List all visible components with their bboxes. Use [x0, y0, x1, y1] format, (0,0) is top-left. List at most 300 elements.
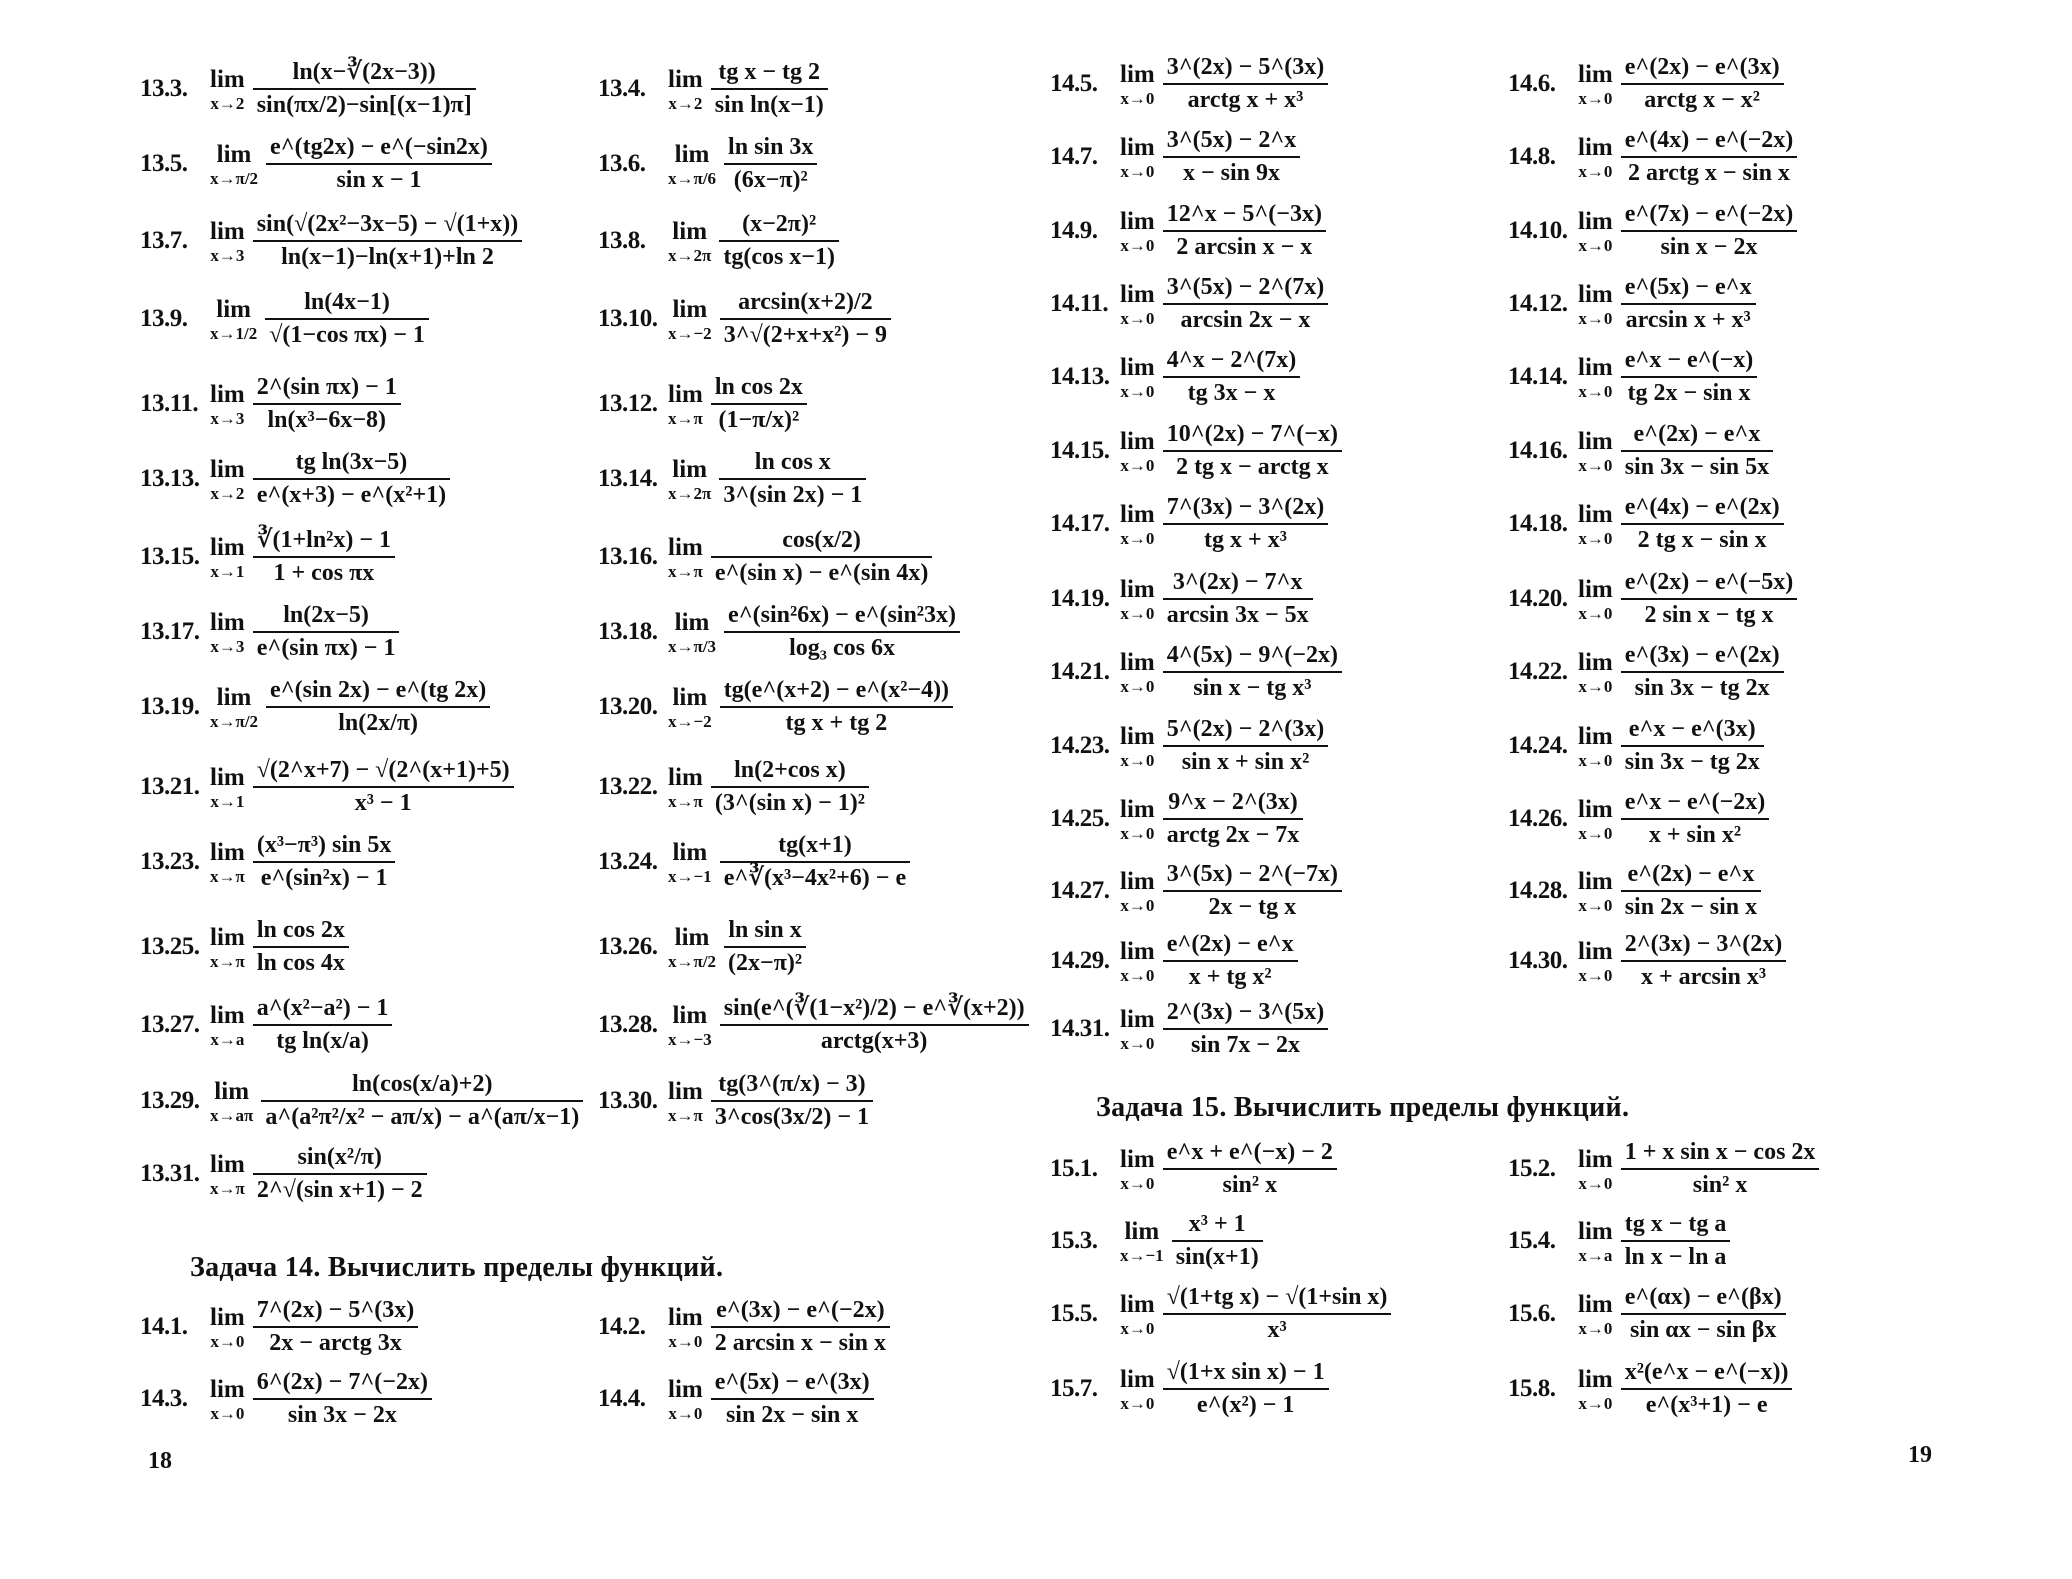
problem-number: 14.27.: [1050, 877, 1110, 905]
problem-number: 14.10.: [1508, 217, 1568, 245]
numerator: e^(5x) − e^(3x): [714, 1369, 870, 1395]
problem-14-24: [1508, 717, 1764, 775]
problem-13-20: [598, 678, 953, 736]
numerator: x³ + 1: [1188, 1211, 1246, 1237]
problem-number: 15.5.: [1050, 1300, 1098, 1328]
problem-number: 13.12.: [598, 390, 658, 418]
denominator: arcsin 3x − 5x: [1166, 602, 1309, 629]
limit: lim x→0: [668, 1303, 703, 1351]
limit-subscript: x→1: [210, 791, 245, 811]
denominator: 3^cos(3x/2) − 1: [714, 1104, 870, 1131]
numerator: e^(5x) − e^x: [1624, 274, 1752, 300]
problem-14-13: [1050, 348, 1300, 406]
limit-subscript: x→0: [1120, 750, 1155, 770]
limit: lim x→0: [1578, 207, 1613, 255]
numerator: e^(2x) − e^x: [1627, 861, 1755, 887]
numerator: tg(e^(x+2) − e^(x²−4)): [723, 677, 950, 703]
denominator: ln(x−1)−ln(x+1)+ln 2: [281, 244, 494, 271]
problem-13-6: [598, 135, 817, 193]
limit-subscript: x→π: [668, 791, 703, 811]
denominator: 2 tg x − arctg x: [1176, 454, 1329, 481]
numerator: ln(2+cos x): [734, 757, 846, 783]
fraction: [720, 996, 1029, 1054]
problem-number: 13.27.: [140, 1011, 200, 1039]
numerator: tg x − tg 2: [718, 59, 821, 85]
limit-subscript: x→0: [1578, 88, 1613, 108]
fraction: [1621, 1140, 1820, 1198]
denominator: (3^(sin x) − 1)²: [714, 790, 865, 817]
limit: lim x→0: [1578, 353, 1613, 401]
fraction: [711, 60, 828, 118]
numerator: e^x − e^(−2x): [1624, 789, 1766, 815]
problem-14-27: [1050, 862, 1342, 920]
fraction: [1163, 1140, 1337, 1198]
numerator: e^(tg2x) − e^(−sin2x): [270, 134, 488, 160]
limit-subscript: x→0: [210, 1331, 245, 1351]
problem-number: 14.12.: [1508, 290, 1568, 318]
problem-number: 13.17.: [140, 618, 200, 646]
fraction: [711, 375, 807, 433]
problem-15-8: [1508, 1360, 1792, 1418]
limit: lim x→1: [210, 533, 245, 581]
fraction: [1163, 932, 1298, 990]
denominator: (2x−π)²: [728, 950, 803, 977]
problem-14-2: [598, 1298, 890, 1356]
denominator: x³: [1267, 1317, 1287, 1344]
denominator: tg 2x − sin x: [1627, 380, 1751, 407]
problem-13-28: [598, 996, 1029, 1054]
fraction: [711, 528, 933, 586]
fraction: [1621, 790, 1770, 848]
problem-number: 13.21.: [140, 773, 200, 801]
limit-subscript: x→0: [1120, 1318, 1155, 1338]
fraction: [1163, 790, 1304, 848]
fraction: [724, 135, 817, 193]
numerator: tg(3^(π/x) − 3): [718, 1071, 866, 1097]
limit-subscript: x→0: [1578, 603, 1613, 623]
limit-subscript: x→3: [210, 636, 245, 656]
limit: lim x→0: [1120, 575, 1155, 623]
problem-15-2: [1508, 1140, 1819, 1198]
fraction: [253, 60, 476, 118]
limit: lim x→a: [210, 1001, 245, 1049]
limit: lim x→0: [1120, 648, 1155, 696]
limit: lim x→π/6: [668, 140, 717, 188]
limit-subscript: x→0: [1120, 235, 1155, 255]
fraction: [265, 290, 429, 348]
limit-subscript: x→0: [1120, 676, 1155, 696]
fraction: [253, 603, 400, 661]
numerator: 3^(5x) − 2^(7x): [1166, 274, 1325, 300]
fraction: [1621, 1285, 1786, 1343]
problem-number: 14.26.: [1508, 805, 1568, 833]
fraction: [720, 678, 953, 736]
fraction: [1621, 128, 1798, 186]
fraction: [719, 450, 866, 508]
limit-subscript: x→π/2: [210, 711, 259, 731]
problem-number: 15.7.: [1050, 1375, 1098, 1403]
limit: lim x→0: [1120, 1145, 1155, 1193]
fraction: [253, 528, 395, 586]
denominator: 2x − arctg 3x: [269, 1330, 402, 1357]
limit-subscript: x→a: [1578, 1245, 1613, 1265]
problem-14-7: [1050, 128, 1300, 186]
fraction: [1621, 495, 1784, 553]
fraction: [253, 1370, 432, 1428]
denominator: ln cos 4x: [256, 950, 345, 977]
fraction: [719, 212, 839, 270]
denominator: 2 sin x − tg x: [1644, 602, 1774, 629]
fraction: [1163, 643, 1342, 701]
limit: lim x→0: [668, 1375, 703, 1423]
limit: lim x→−3: [668, 1001, 712, 1049]
limit: lim x→0: [210, 1375, 245, 1423]
denominator: 2 tg x − sin x: [1637, 527, 1767, 554]
limit-subscript: x→π: [668, 1105, 703, 1125]
numerator: √(2^x+7) − √(2^(x+1)+5): [256, 757, 510, 783]
limit-subscript: x→0: [1578, 1318, 1613, 1338]
problem-13-11: [140, 375, 401, 433]
numerator: e^(sin²6x) − e^(sin²3x): [728, 602, 956, 628]
limit: lim x→0: [1120, 427, 1155, 475]
numerator: 7^(3x) − 3^(2x): [1166, 494, 1325, 520]
limit: lim x→0: [1120, 500, 1155, 548]
fraction: [724, 603, 960, 661]
problem-14-26: [1508, 790, 1769, 848]
numerator: sin(x²/π): [297, 1144, 382, 1170]
limit-subscript: x→−1: [1120, 1245, 1164, 1265]
denominator: tg 3x − x: [1187, 380, 1276, 407]
denominator: arcsin 2x − x: [1180, 307, 1311, 334]
limit: lim x→π: [210, 923, 245, 971]
denominator: e^(sin x) − e^(sin 4x): [714, 560, 929, 587]
numerator: 4^(5x) − 9^(−2x): [1166, 642, 1338, 668]
denominator: (1−π/x)²: [718, 407, 800, 434]
denominator: x + sin x²: [1648, 822, 1742, 849]
limit: lim x→2π: [668, 455, 712, 503]
problem-number: 13.13.: [140, 465, 200, 493]
fraction: [1163, 202, 1326, 260]
problem-number: 14.19.: [1050, 585, 1110, 613]
denominator: tg(cos x−1): [723, 244, 835, 271]
denominator: sin x + sin x²: [1181, 749, 1310, 776]
limit-subscript: x→1: [210, 561, 245, 581]
denominator: sin(x+1): [1175, 1244, 1259, 1271]
limit-subscript: x→0: [1120, 965, 1155, 985]
numerator: 3^(5x) − 2^x: [1166, 127, 1297, 153]
problem-number: 14.16.: [1508, 437, 1568, 465]
problem-15-4: [1508, 1212, 1730, 1270]
limit-subscript: x→0: [210, 1403, 245, 1423]
limit: lim x→π: [668, 763, 703, 811]
problem-15-6: [1508, 1285, 1786, 1343]
fraction: [1621, 348, 1758, 406]
numerator: 6^(2x) − 7^(−2x): [256, 1369, 428, 1395]
limit: lim x→0: [1578, 500, 1613, 548]
problem-13-18: [598, 603, 960, 661]
problem-number: 13.11.: [140, 390, 199, 418]
numerator: ln(x−∛(2x−3)): [292, 59, 436, 85]
denominator: arctg(x+3): [820, 1028, 928, 1055]
problem-13-24: [598, 833, 910, 891]
numerator: (x−2π)²: [742, 211, 817, 237]
limit: lim x→0: [1120, 867, 1155, 915]
limit: lim x→0: [1578, 1290, 1613, 1338]
numerator: 9^x − 2^(3x): [1168, 789, 1298, 815]
limit-subscript: x→2π: [668, 245, 712, 265]
denominator: a^(a²π²/x² − aπ/x) − a^(aπ/x−1): [265, 1104, 580, 1131]
numerator: ln(2x−5): [283, 602, 369, 628]
problem-14-11: [1050, 275, 1328, 333]
problem-number: 14.14.: [1508, 363, 1568, 391]
problem-13-14: [598, 450, 866, 508]
limit-subscript: x→−2: [668, 323, 712, 343]
numerator: 1 + x sin x − cos 2x: [1624, 1139, 1816, 1165]
denominator: arctg 2x − 7x: [1166, 822, 1300, 849]
limit-subscript: x→3: [210, 408, 245, 428]
numerator: 3^(2x) − 5^(3x): [1166, 54, 1325, 80]
problem-number: 13.10.: [598, 305, 658, 333]
problem-13-4: [598, 60, 828, 118]
problem-13-22: [598, 758, 869, 816]
limit-subscript: x→2: [210, 93, 245, 113]
denominator: tg ln(x/a): [276, 1028, 369, 1055]
numerator: e^x − e^(−x): [1624, 347, 1754, 373]
limit: lim x→0: [1120, 207, 1155, 255]
limit-subscript: x→π/3: [668, 636, 717, 656]
fraction: [1621, 1360, 1793, 1418]
problem-14-3: [140, 1370, 432, 1428]
numerator: tg(x+1): [778, 832, 852, 858]
problem-number: 14.3.: [140, 1385, 188, 1413]
denominator: e^(x³+1) − e: [1645, 1392, 1768, 1419]
problem-number: 15.4.: [1508, 1227, 1556, 1255]
problem-13-9: [140, 290, 429, 348]
denominator: ln x − ln a: [1624, 1244, 1727, 1271]
denominator: x³ − 1: [354, 790, 412, 817]
section-heading-15: Задача 15. Вычислить пределы функций.: [1096, 1092, 1630, 1123]
problem-number: 14.15.: [1050, 437, 1110, 465]
numerator: 4^x − 2^(7x): [1166, 347, 1297, 373]
fraction: [253, 833, 396, 891]
fraction: [253, 758, 514, 816]
limit: lim x→0: [1120, 280, 1155, 328]
denominator: 2x − tg x: [1208, 894, 1297, 921]
denominator: x + tg x²: [1188, 964, 1272, 991]
limit: lim x→0: [210, 1303, 245, 1351]
problem-14-21: [1050, 643, 1342, 701]
problem-14-5: [1050, 55, 1328, 113]
fraction: [261, 1072, 583, 1130]
problem-number: 15.1.: [1050, 1155, 1098, 1183]
problem-number: 14.13.: [1050, 363, 1110, 391]
denominator: 2^√(sin x+1) − 2: [256, 1177, 423, 1204]
denominator: e^(sin²x) − 1: [260, 865, 388, 892]
fraction: [1621, 1212, 1731, 1270]
problem-14-29: [1050, 932, 1298, 990]
fraction: [1172, 1212, 1263, 1270]
fraction: [1621, 862, 1761, 920]
problem-14-9: [1050, 202, 1326, 260]
limit-subscript: x→0: [1120, 823, 1155, 843]
limit: lim x→0: [1578, 1365, 1613, 1413]
numerator: 3^(5x) − 2^(−7x): [1166, 861, 1338, 887]
limit: lim x→aπ: [210, 1077, 254, 1125]
limit: lim x→π: [668, 1077, 703, 1125]
numerator: x²(e^x − e^(−x)): [1624, 1359, 1789, 1385]
problem-number: 13.9.: [140, 305, 188, 333]
fraction: [266, 135, 492, 193]
numerator: e^x − e^(3x): [1628, 716, 1756, 742]
denominator: 3^(sin 2x) − 1: [723, 482, 863, 509]
limit-subscript: x→π: [210, 866, 245, 886]
fraction: [266, 678, 490, 736]
denominator: tg x + tg 2: [785, 710, 888, 737]
fraction: [711, 1370, 874, 1428]
problem-number: 14.20.: [1508, 585, 1568, 613]
problem-number: 14.31.: [1050, 1015, 1110, 1043]
limit-subscript: x→0: [1120, 1173, 1155, 1193]
limit-subscript: x→2π: [668, 483, 712, 503]
numerator: ln(4x−1): [304, 289, 390, 315]
problem-14-1: [140, 1298, 418, 1356]
fraction: [1163, 55, 1329, 113]
problem-number: 14.30.: [1508, 947, 1568, 975]
limit: lim x→0: [1120, 133, 1155, 181]
fraction: [1163, 1285, 1392, 1343]
numerator: a^(x²−a²) − 1: [256, 995, 389, 1021]
limit-subscript: x→0: [668, 1403, 703, 1423]
problem-number: 14.6.: [1508, 70, 1556, 98]
denominator: log₃ cos 6x: [789, 635, 895, 662]
problem-number: 13.25.: [140, 933, 200, 961]
fraction: [724, 918, 806, 976]
denominator: sin² x: [1222, 1172, 1278, 1199]
fraction: [1163, 348, 1301, 406]
limit: lim x→0: [1578, 795, 1613, 843]
numerator: e^x + e^(−x) − 2: [1166, 1139, 1333, 1165]
fraction: [253, 1145, 427, 1203]
limit-subscript: x→0: [1120, 1393, 1155, 1413]
problem-13-3: [140, 60, 476, 118]
problem-number: 13.15.: [140, 543, 200, 571]
limit-subscript: x→2: [210, 483, 245, 503]
limit: lim x→0: [1578, 280, 1613, 328]
limit-subscript: x→1/2: [210, 323, 258, 343]
denominator: sin 3x − tg 2x: [1634, 675, 1770, 702]
fraction: [1621, 422, 1773, 480]
limit: lim x→0: [1578, 937, 1613, 985]
problem-14-28: [1508, 862, 1761, 920]
problem-number: 13.20.: [598, 693, 658, 721]
limit: lim x→0: [1120, 722, 1155, 770]
problem-number: 14.28.: [1508, 877, 1568, 905]
denominator: sin 2x − sin x: [1624, 894, 1758, 921]
fraction: [253, 918, 349, 976]
denominator: e^(sin πx) − 1: [256, 635, 396, 662]
limit: lim x→0: [1120, 1005, 1155, 1053]
limit-subscript: x→0: [1578, 895, 1613, 915]
problem-number: 14.17.: [1050, 510, 1110, 538]
denominator: √(1−cos πx) − 1: [269, 322, 425, 349]
denominator: e^∛(x³−4x²+6) − e: [723, 865, 907, 892]
denominator: sin x − tg x³: [1193, 675, 1312, 702]
limit: lim x→−1: [668, 838, 712, 886]
limit: lim x→3: [210, 217, 245, 265]
problem-number: 13.26.: [598, 933, 658, 961]
page-number-left: 18: [148, 1448, 172, 1474]
numerator: e^(3x) − e^(−2x): [716, 1297, 885, 1323]
problem-14-18: [1508, 495, 1784, 553]
denominator: ln(x³−6x−8): [267, 407, 387, 434]
limit-subscript: x→2: [668, 93, 703, 113]
fraction: [1163, 275, 1329, 333]
limit-subscript: x→0: [1120, 603, 1155, 623]
limit-subscript: x→0: [1120, 1033, 1155, 1053]
numerator: 2^(sin πx) − 1: [256, 374, 397, 400]
problem-15-7: [1050, 1360, 1329, 1418]
limit: lim x→1/2: [210, 295, 258, 343]
numerator: 10^(2x) − 7^(−x): [1166, 421, 1338, 447]
numerator: arcsin(x+2)/2: [738, 289, 873, 315]
limit: lim x→0: [1578, 427, 1613, 475]
problem-14-20: [1508, 570, 1797, 628]
fraction: [1621, 202, 1798, 260]
limit-subscript: x→aπ: [210, 1105, 254, 1125]
limit-subscript: x→π: [210, 1178, 245, 1198]
problem-13-25: [140, 918, 349, 976]
denominator: ln(2x/π): [338, 710, 419, 737]
limit-subscript: x→−1: [668, 866, 712, 886]
limit: lim x→2π: [668, 217, 712, 265]
limit-subscript: x→−2: [668, 711, 712, 731]
numerator: (x³−π³) sin 5x: [256, 832, 392, 858]
numerator: e^(αx) − e^(βx): [1624, 1284, 1782, 1310]
numerator: 12^x − 5^(−3x): [1166, 201, 1322, 227]
limit-subscript: x→0: [1578, 823, 1613, 843]
problem-number: 15.6.: [1508, 1300, 1556, 1328]
limit-subscript: x→0: [1578, 528, 1613, 548]
problem-14-16: [1508, 422, 1773, 480]
denominator: 2 arcsin x − sin x: [714, 1330, 886, 1357]
problem-13-13: [140, 450, 450, 508]
limit-subscript: x→0: [1120, 161, 1155, 181]
limit: lim x→0: [1578, 133, 1613, 181]
numerator: √(1+x sin x) − 1: [1166, 1359, 1325, 1385]
limit-subscript: x→0: [1578, 455, 1613, 475]
problem-number: 13.19.: [140, 693, 200, 721]
limit-subscript: x→0: [1120, 528, 1155, 548]
denominator: arctg x − x²: [1644, 87, 1760, 114]
denominator: sin(πx/2)−sin[(x−1)π]: [256, 92, 472, 119]
numerator: 2^(3x) − 3^(5x): [1166, 999, 1325, 1025]
denominator: e^(x+3) − e^(x²+1): [256, 482, 447, 509]
numerator: tg ln(3x−5): [295, 449, 408, 475]
limit-subscript: x→0: [1578, 1393, 1613, 1413]
numerator: ln cos 2x: [714, 374, 803, 400]
fraction: [1621, 275, 1756, 333]
numerator: tg x − tg a: [1624, 1211, 1727, 1237]
fraction: [1621, 932, 1787, 990]
denominator: sin ln(x−1): [714, 92, 824, 119]
fraction: [1621, 55, 1784, 113]
limit-subscript: x→0: [1578, 235, 1613, 255]
problem-number: 13.5.: [140, 150, 188, 178]
problem-13-30: [598, 1072, 873, 1130]
page-number-right: 19: [1908, 1442, 1932, 1468]
problem-number: 13.14.: [598, 465, 658, 493]
problem-number: 13.23.: [140, 848, 200, 876]
